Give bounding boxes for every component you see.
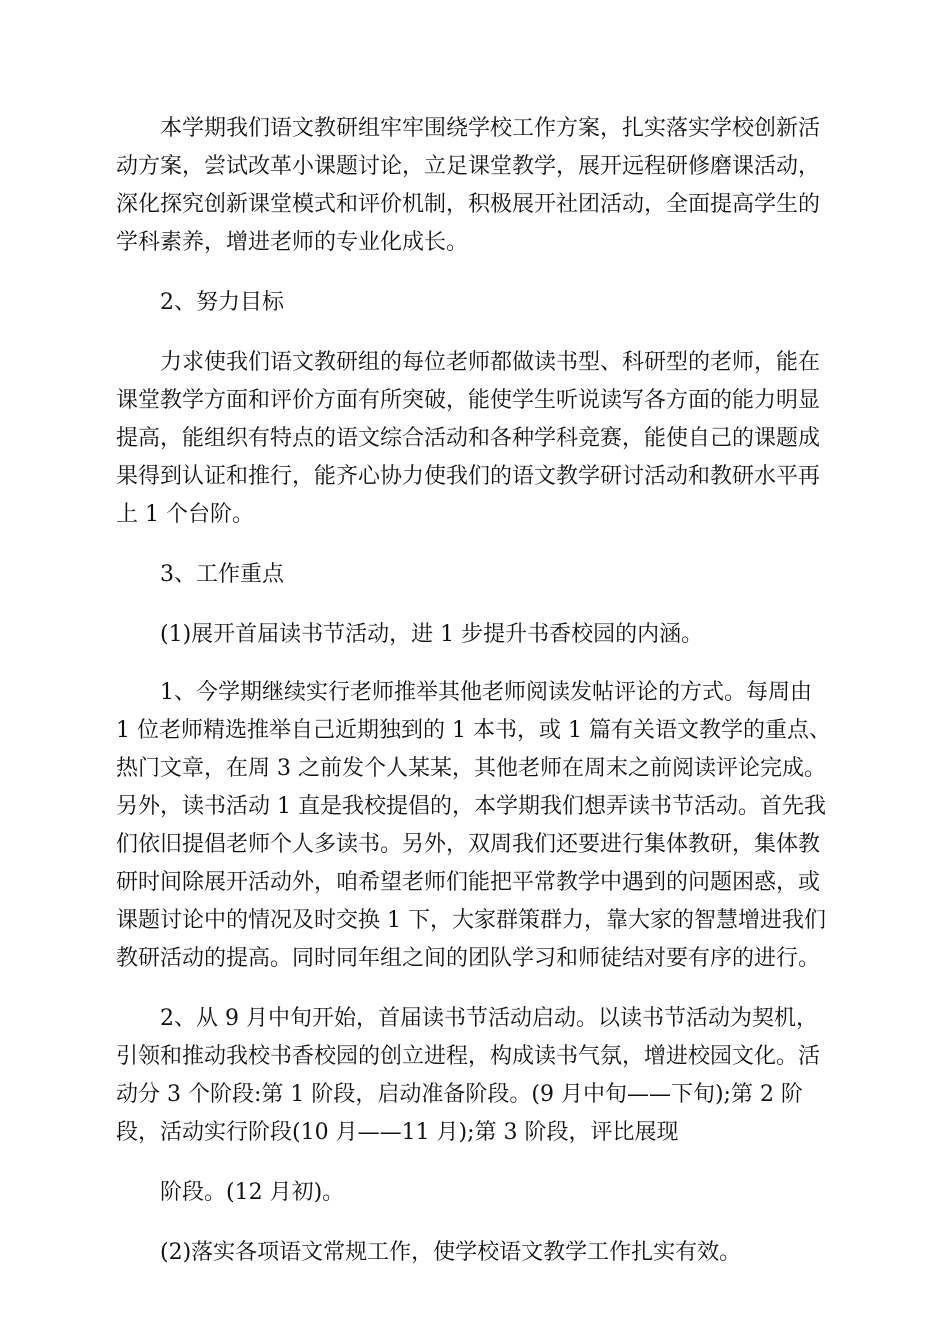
text-line: 段，活动实行阶段(10 月——11 月);第 3 阶段，评比展现 bbox=[116, 1120, 679, 1145]
section-heading-focus bbox=[116, 556, 836, 594]
text-line: 引领和推动我校书香校园的创立进程，构成读书气氛，增进校园文化。活 bbox=[116, 1044, 821, 1069]
text-line: 课题讨论中的情况及时交换 1 下，大家群策群力，靠大家的智慧增进我们 bbox=[116, 908, 826, 933]
subheading-text: (2)落实各项语文常规工作，使学校语文教学工作扎实有效。 bbox=[160, 1240, 742, 1265]
text-line: 学科素养，增进老师的专业化成长。 bbox=[116, 230, 469, 255]
text-line: 动方案，尝试改革小课题讨论，立足课堂教学，展开远程研修磨课活动， bbox=[116, 154, 821, 179]
text-line: 果得到认证和推行，能齐心协力使我们的语文教学研讨活动和教研水平再 bbox=[116, 464, 821, 489]
text-line: 另外，读书活动 1 直是我校提倡的，本学期我们想弄读书节活动。首先我 bbox=[116, 794, 826, 819]
text-line: 动分 3 个阶段:第 1 阶段，启动准备阶段。(9 月中旬——下旬);第 2 阶 bbox=[116, 1082, 803, 1107]
text-line: 热门文章，在周 3 之前发个人某某，其他老师在周末之前阅读评论完成。 bbox=[116, 756, 826, 781]
text-line: 教研活动的提高。同时同年组之间的团队学习和师徒结对要有序的进行。 bbox=[116, 946, 821, 971]
text-line: 1 位老师精选推举自己近期独到的 1 本书，或 1 篇有关语文教学的重点、 bbox=[116, 718, 831, 743]
section-heading-goals bbox=[116, 284, 836, 322]
heading-text: 2、努力目标 bbox=[160, 290, 284, 315]
text-line: 研时间除展开活动外，咱希望老师们能把平常教学中遇到的问题困惑，或 bbox=[116, 870, 821, 895]
paragraph-stage-note bbox=[116, 1174, 836, 1212]
text-line: 们依旧提倡老师个人多读书。另外，双周我们还要进行集体教研，集体教 bbox=[116, 832, 821, 857]
paragraph-item-1 bbox=[116, 674, 836, 978]
paragraph-goals bbox=[116, 344, 836, 534]
paragraph-item-2 bbox=[116, 1000, 836, 1152]
text-line: 阶段。(12 月初)。 bbox=[160, 1180, 345, 1205]
text-line: 2、从 9 月中旬开始，首届读书节活动启动。以读书节活动为契机， bbox=[160, 1006, 818, 1031]
text-line: 1、今学期继续实行老师推举其他老师阅读发帖评论的方式。每周由 bbox=[160, 680, 812, 705]
subheading-routine-work bbox=[116, 1234, 836, 1272]
subheading-reading-festival bbox=[116, 616, 836, 654]
document-page bbox=[116, 110, 836, 1292]
text-line: 本学期我们语文教研组牢牢围绕学校工作方案，扎实落实学校创新活 bbox=[160, 116, 821, 141]
text-line: 课堂教学方面和评价方面有所突破，能使学生听说读写各方面的能力明显 bbox=[116, 388, 821, 413]
subheading-text: (1)展开首届读书节活动，进 1 步提升书香校园的内涵。 bbox=[160, 622, 704, 647]
text-line: 深化探究创新课堂模式和评价机制，积极展开社团活动，全面提高学生的 bbox=[116, 192, 821, 217]
text-line: 上 1 个台阶。 bbox=[116, 502, 254, 527]
paragraph-intro bbox=[116, 110, 836, 262]
text-line: 提高，能组织有特点的语文综合活动和各种学科竞赛，能使自己的课题成 bbox=[116, 426, 821, 451]
text-line: 力求使我们语文教研组的每位老师都做读书型、科研型的老师，能在 bbox=[160, 350, 821, 375]
heading-text: 3、工作重点 bbox=[160, 562, 284, 587]
